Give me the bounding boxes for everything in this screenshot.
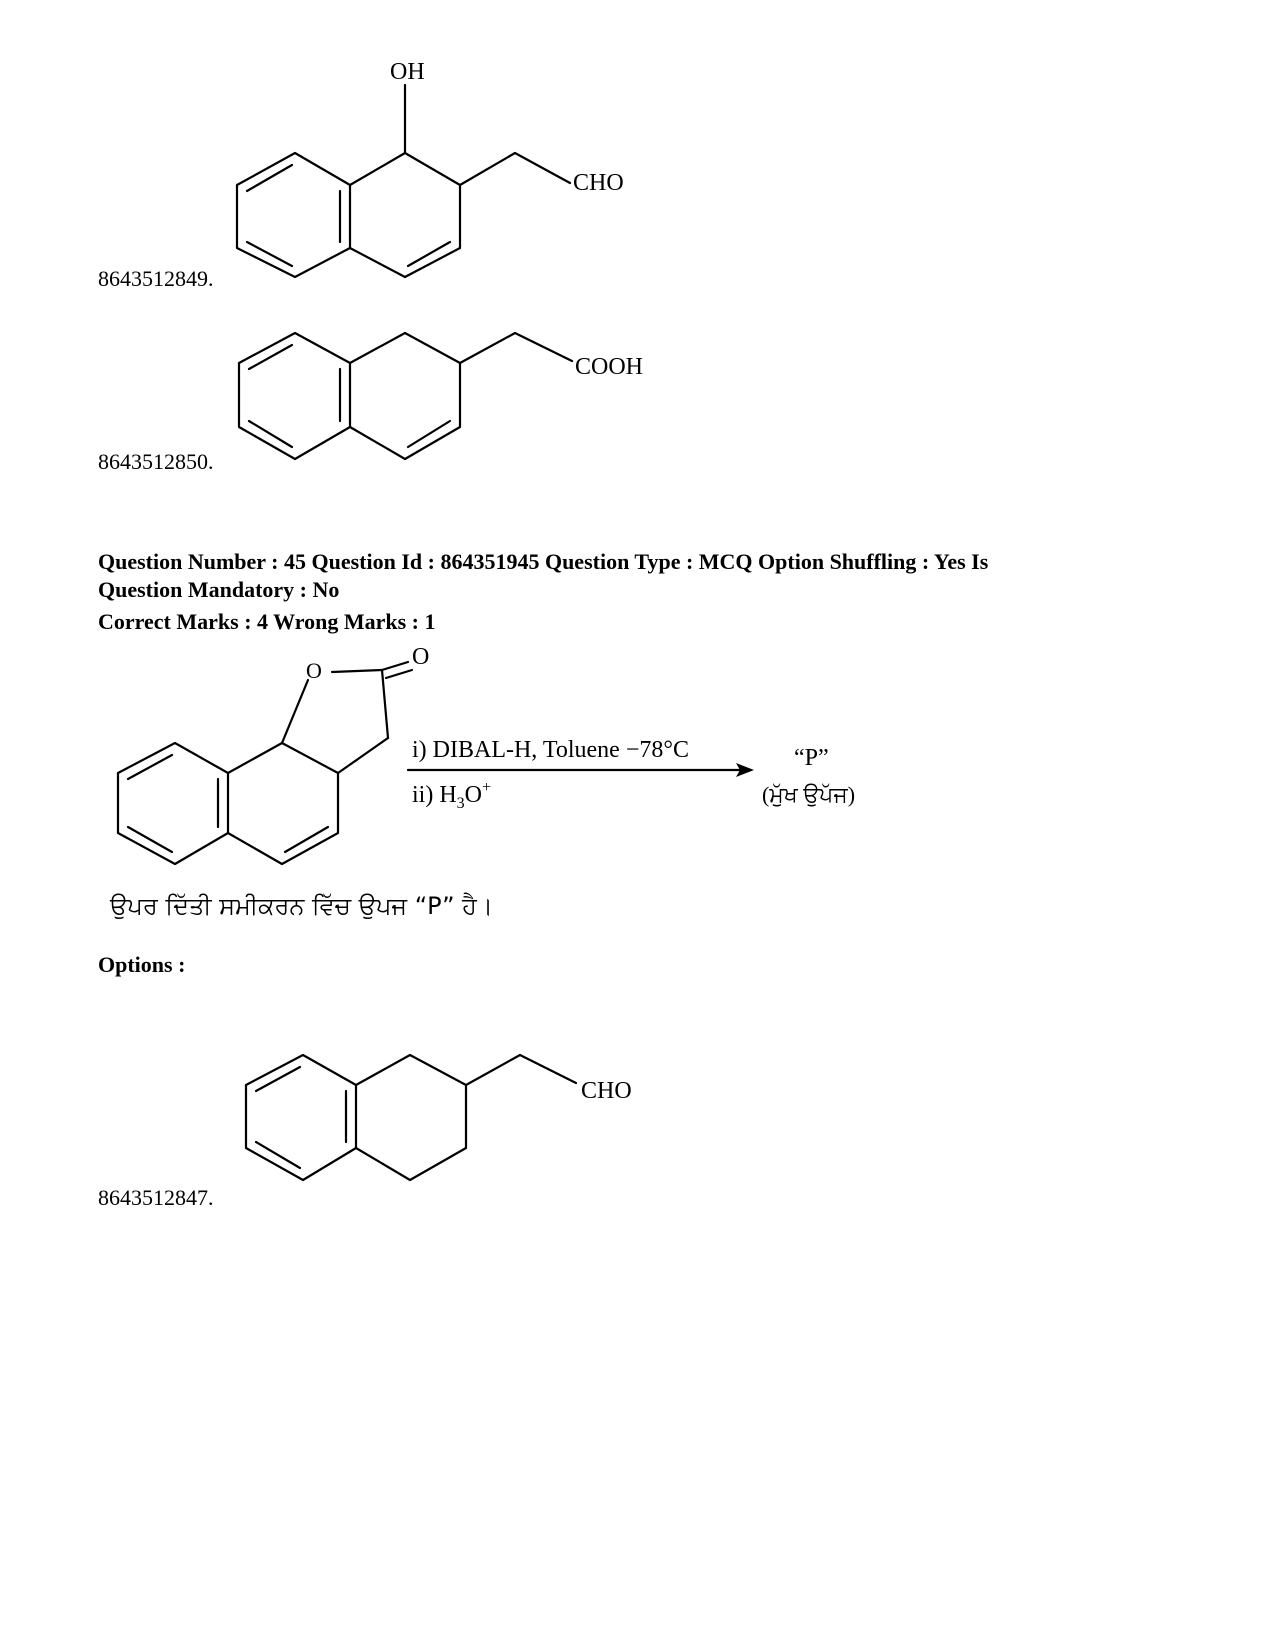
option-structure-8643512850 <box>230 325 670 475</box>
question-header-line1: Question Number : 45 Question Id : 864351945 Question Type : MCQ Option Shuffling : Yes Is <box>98 549 989 574</box>
reaction-condition-2: ii) $H_3O^+$ <box>412 779 492 812</box>
option-id: 8643512847. <box>98 1185 214 1210</box>
options-label: Options : <box>98 952 186 977</box>
cho-label: CHO <box>573 170 624 196</box>
option-structure-8643512849 <box>230 55 650 285</box>
question-statement: ਉਪਰ ਦਿੱਤੀ ਸਮੀਕਰਨ ਵਿੱਚ ਉਪਜ “P” ਹੈ। <box>110 892 494 920</box>
option-id: 8643512850. <box>98 449 214 474</box>
ring-oxygen: O <box>306 658 322 683</box>
question-header <box>98 548 1218 604</box>
marks-line: Correct Marks : 4 Wrong Marks : 1 <box>98 609 436 634</box>
option-id: 8643512849. <box>98 266 214 291</box>
question-header-line2: Question Mandatory : No <box>98 577 340 602</box>
option-structure-8643512847 <box>238 1050 658 1190</box>
cho-label: CHO <box>581 1078 632 1104</box>
reaction-condition-1: i) DIBAL-H, Toluene −78°C <box>412 737 689 763</box>
reaction-scheme <box>110 640 900 880</box>
cooh-label: COOH <box>575 354 644 380</box>
product-caption: (ਮੁੱਖ ਉਪੱਜ) <box>762 782 856 807</box>
oh-label: OH <box>390 59 425 85</box>
product-label: “P” <box>794 745 829 771</box>
carbonyl-oxygen: O <box>412 644 430 670</box>
